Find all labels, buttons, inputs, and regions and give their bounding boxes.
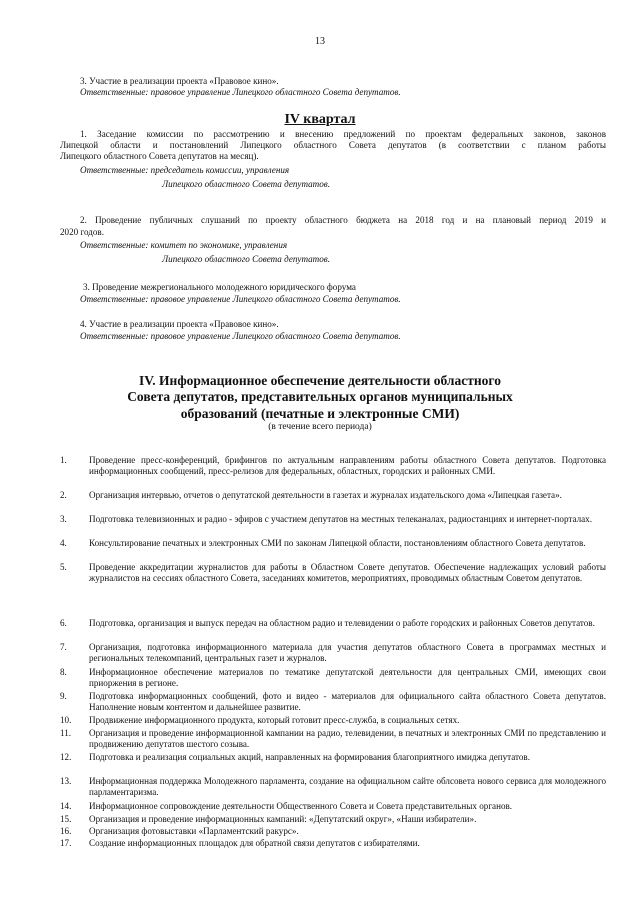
list-item-text: Подготовка и реализация социальных акций, направленных на формирования благоприятного имиджа депутатов.: [89, 752, 531, 762]
list-item-text: Организация, подготовка информационного материала для участия депутатов областного Совета в программах местных и региональных телекомпаний, центральных газет и журналов.: [89, 642, 606, 663]
quarter-title: IV квартал: [284, 112, 356, 127]
list-item-text: Проведение аккредитации журналистов для работы в Областном Совете депутатов. Обеспечение надлежащих условий работы журналистов на сессиях областного Совета, заседаниях комитетов, мероприятиях, проводимых областным Советом депутатов.: [89, 562, 606, 583]
quarter-item-1-line-2: Липецкой области и постановлений Липецкого областного Совета депутатов (в соответствии с планом работы: [60, 140, 606, 150]
list-item-text: Информационное обеспечение материалов по тематике депутатской деятельности для центральных СМИ, имеющих свои приоржения в регионе.: [89, 667, 606, 688]
section-title-line-1: IV. Информационное обеспечение деятельности областного: [139, 373, 501, 388]
list-item-text: Продвижение информационного продукта, который готовит пресс-служба, в социальных сетях.: [89, 715, 460, 725]
section-title: [80, 373, 560, 422]
quarter-item-3-responsible: Ответственные: правовое управление Липецкого областного Совета депутатов.: [80, 294, 401, 304]
list-item-number: 17.: [60, 838, 72, 848]
page-number: 13: [315, 36, 325, 47]
list-item-number: 15.: [60, 814, 72, 824]
quarter-item-4-line-1: 4. Участие в реализации проекта «Правовое кино».: [80, 319, 279, 329]
quarter-item-4-responsible: Ответственные: правовое управление Липецкого областного Совета депутатов.: [80, 331, 401, 341]
quarter-item-1-line-3: Липецкого областного Совета депутатов на месяц).: [60, 151, 259, 161]
list-item-number: 10.: [60, 715, 72, 725]
list-item-number: 9.: [60, 691, 67, 701]
list-item-number: 12.: [60, 752, 72, 762]
list-item-text: Подготовка телевизионных и радио - эфиров с участием депутатов на местных телеканалах, радиостанциях и интернет-порталах.: [89, 514, 592, 524]
list-item-number: 11.: [60, 728, 72, 738]
list-item-number: 13.: [60, 776, 72, 786]
list-item-number: 7.: [60, 642, 67, 652]
quarter-item-2-responsible-1: Ответственные: комитет по экономике, управления: [80, 240, 288, 250]
quarter-item-1-line-1: 1. Заседание комиссии по рассмотрению и внесению предложений по проектам федеральных законов, законов: [80, 129, 606, 139]
list-item-text: Информационная поддержка Молодежного парламента, создание на официальном сайте облсовета нового сервиса для молодежного парламентаризма.: [89, 776, 606, 797]
list-item-text: Информационное сопровождение деятельности Общественного Совета и Совета представительных органов.: [89, 801, 513, 811]
list-item-number: 3.: [60, 514, 67, 524]
list-item-text: Организация и проведение информационной кампании на радио, телевидении, в печатных и электронных СМИ по представлению и продвижению депутатов шестого созыва.: [89, 728, 606, 749]
quarter-item-2-line-2: 2020 годов.: [60, 227, 104, 237]
list-item-text: Организация фотовыставки «Парламентский ракурс».: [89, 826, 299, 836]
list-item-number: 5.: [60, 562, 67, 572]
list-item-text: Организация интервью, отчетов о депутатской деятельности в газетах и журналах издательского дома «Липецкая газета».: [89, 490, 562, 500]
quarter-item-1-responsible-2: Липецкого областного Совета депутатов.: [162, 179, 331, 189]
list-item-number: 1.: [60, 455, 67, 465]
list-item-number: 16.: [60, 826, 72, 836]
top-item-responsible: Ответственные: правовое управление Липецкого областного Совета депутатов.: [80, 87, 401, 97]
quarter-item-2-line-1: 2. Проведение публичных слушаний по проекту областного бюджета на 2018 год и на плановый период 2019 и: [80, 215, 606, 225]
list-item-text: Проведение пресс-конференций, брифингов по актуальным направлениям работы областного Совета депутатов. Подготовка информационных сообщений, пресс-релизов для федеральных, областных, городских и районных СМИ.: [89, 455, 606, 476]
list-item-number: 4.: [60, 538, 67, 548]
list-item-text: Консультирование печатных и электронных СМИ по законам Липецкой области, постановлениям областного Совета депутатов.: [89, 538, 586, 548]
list-item-number: 14.: [60, 801, 72, 811]
list-item-text: Подготовка информационных сообщений, фото и видео - материалов для официального сайта областного Совета депутатов. Наполнение новым контентом и дальнейшее развитие.: [89, 691, 606, 712]
section-title-line-2: Совета депутатов, представительных органов муниципальных: [127, 389, 513, 405]
list-item-number: 8.: [60, 667, 67, 677]
list-item-number: 2.: [60, 490, 67, 500]
quarter-item-2-responsible-2: Липецкого областного Совета депутатов.: [162, 254, 331, 264]
top-item-text: 3. Участие в реализации проекта «Правовое кино».: [80, 76, 279, 86]
quarter-item-3-line-1: 3. Проведение межрегионального молодежного юридического форума: [83, 282, 356, 292]
list-item-number: 6.: [60, 618, 67, 628]
list-item-text: Организация и проведение информационных кампаний: «Депутатский округ», «Наши избиратели».: [89, 814, 477, 824]
section-title-line-3: образований (печатные и электронные СМИ): [180, 405, 460, 421]
list-item-text: Подготовка, организация и выпуск передач на областном радио и телевидении о работе городских и районных Советов депутатов.: [89, 618, 595, 628]
quarter-item-1-responsible-1: Ответственные: председатель комиссии, управления: [80, 165, 290, 175]
list-item-text: Создание информационных площадок для обратной связи депутатов с избирателями.: [89, 838, 420, 848]
section-subtitle: (в течение всего периода): [268, 422, 372, 432]
